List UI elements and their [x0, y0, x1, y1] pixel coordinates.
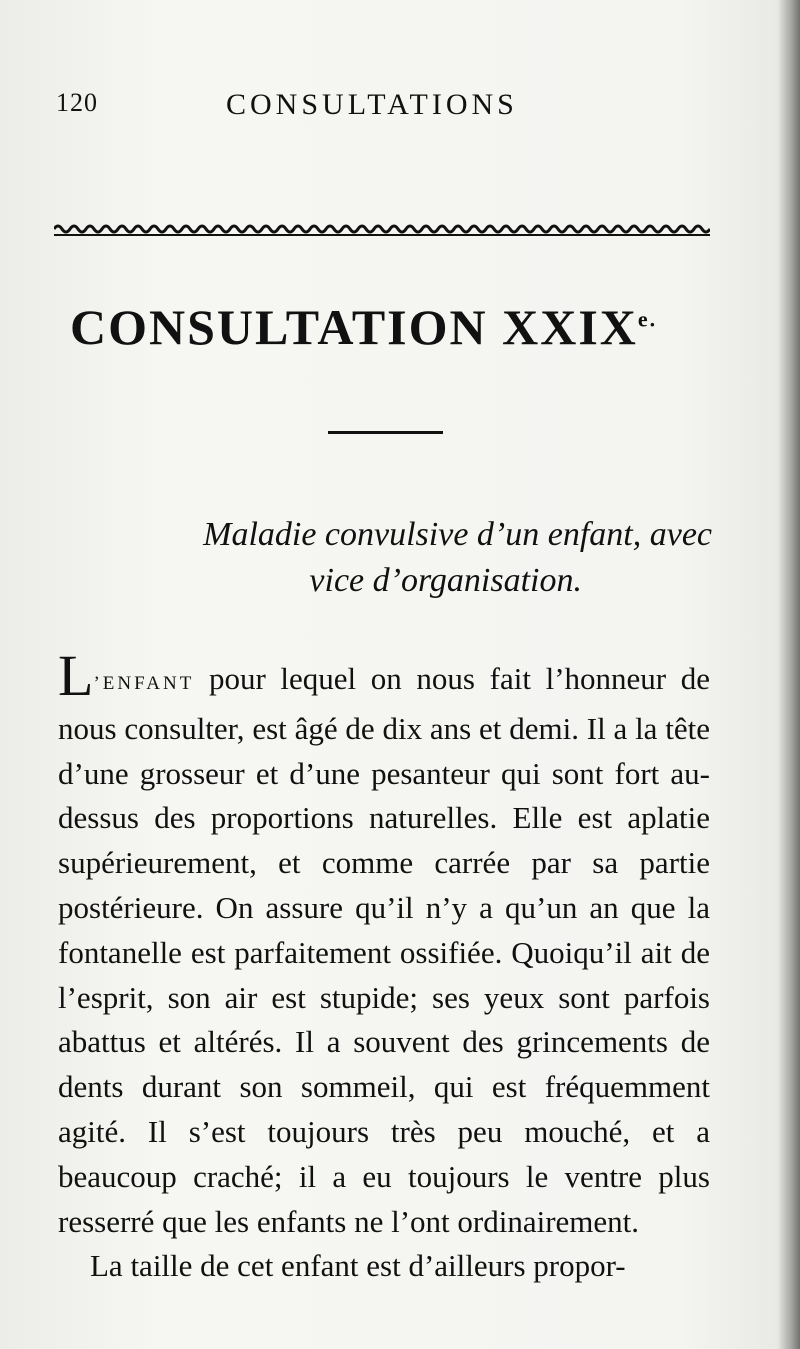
subtitle-line-1: Maladie convulsive d’un enfant, avec	[203, 516, 712, 553]
consultation-title-suffix: e.	[637, 306, 658, 332]
paragraph-1	[58, 643, 710, 1244]
short-rule	[328, 431, 443, 434]
running-head	[56, 88, 716, 128]
wavy-ornamental-rule	[54, 220, 710, 238]
running-title: CONSULTATIONS	[226, 88, 518, 121]
body-text	[58, 643, 710, 1289]
subtitle-line-2: vice d’organisation.	[309, 562, 582, 599]
page-spine-shadow	[778, 0, 800, 1349]
opening-smallcaps: ’ENFANT	[93, 673, 195, 694]
paragraph-2: La taille de cet enfant est d’ailleurs propor-	[90, 1248, 626, 1284]
consultation-subtitle	[40, 512, 740, 604]
page-number: 120	[56, 88, 98, 117]
consultation-title-text: CONSULTATION XXIX	[70, 299, 638, 355]
consultation-title	[70, 298, 730, 356]
drop-cap: L	[58, 643, 94, 708]
paragraph-1-text: pour lequel on nous fait l’honneur de nous consulter, est âgé de dix ans et demi. Il a la tête d’une grosseur et d’une pesanteur qui sont fort au-dessus des proportions naturelles. Elle est aplatie supérieurement, et comme carrée par sa partie postérieure. On assure qu’il n’y a qu’un an que la fontanelle est parfaitement ossifiée. Quoiqu’il ait de l’esprit, son air est stupide; ses yeux sont parfois abattus et altérés. Il a souvent des grincements de dents durant son sommeil, qui est fréquemment agité. Il s’est toujours très peu mouché, et a beaucoup craché; il a eu toujours le ventre plus resserré que les enfants ne l’ont ordinairement.	[58, 661, 710, 1239]
